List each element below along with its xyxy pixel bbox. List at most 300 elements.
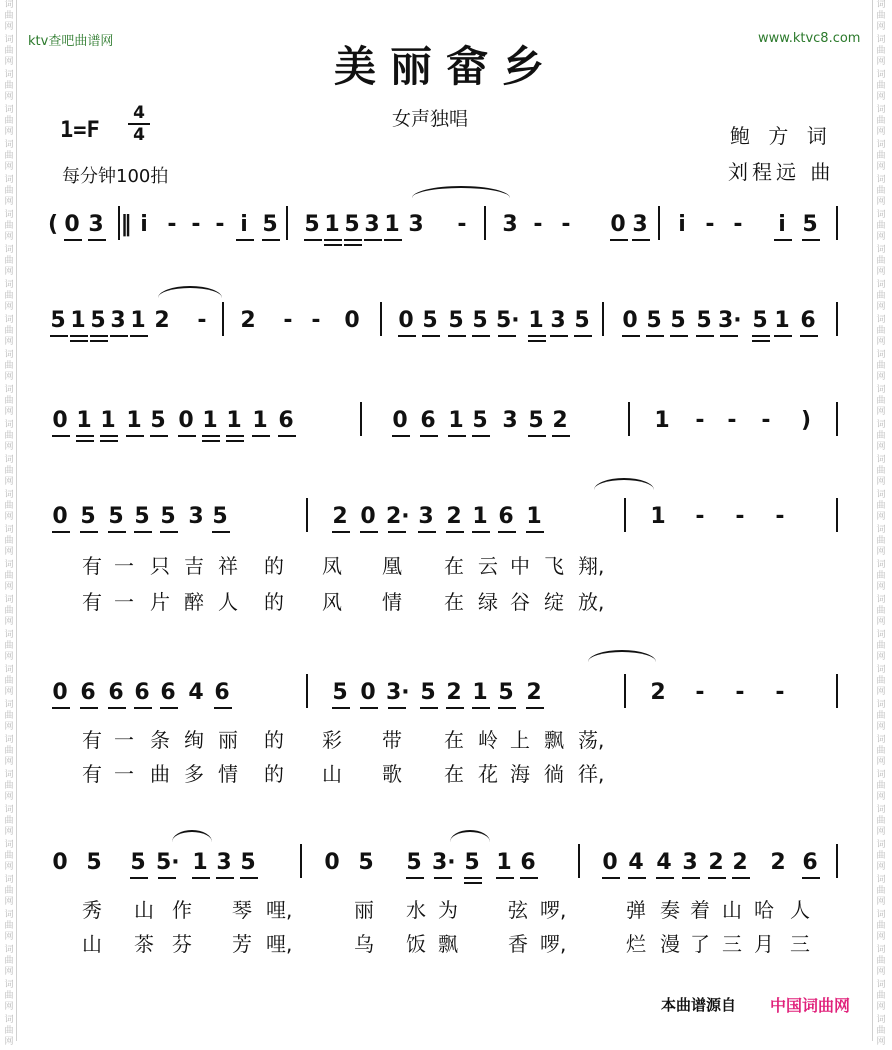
left-edge-line: [16, 0, 17, 1041]
note: 1: [192, 850, 208, 875]
underline-beam: [52, 435, 70, 437]
note: 3: [682, 850, 698, 875]
note: 3: [364, 212, 380, 237]
underline-beam: [446, 707, 464, 709]
lyric-syllable: 彩: [322, 728, 342, 752]
lyric-syllable: 人: [218, 590, 238, 614]
note: 4: [188, 680, 204, 705]
watermark-char: 词: [4, 350, 14, 360]
watermark-char: 网: [876, 92, 886, 102]
lyric-syllable: 作: [172, 898, 192, 922]
note: 0: [622, 308, 638, 333]
lyric-syllable: 片: [150, 590, 170, 614]
lyric-syllable: 凰: [382, 554, 402, 578]
lyric-syllable: 三: [722, 932, 742, 956]
watermark-char: 曲: [4, 151, 14, 161]
watermark-char: 曲: [4, 326, 14, 336]
note: ‖: [120, 212, 132, 237]
lyric-syllable: 有: [82, 728, 102, 752]
watermark-char: 曲: [876, 851, 886, 861]
lyric-syllable: 饭: [406, 932, 426, 956]
note: ): [800, 408, 812, 433]
lyric-syllable: 了: [690, 932, 710, 956]
note: 1: [528, 308, 544, 333]
watermark-char: 网: [4, 582, 14, 592]
note: 3: [188, 504, 204, 529]
underline-beam: [632, 239, 650, 241]
watermark-char: 词: [876, 840, 886, 850]
underline-beam: [552, 435, 570, 437]
underline-beam: [332, 707, 350, 709]
note: 1: [130, 308, 146, 333]
underline-beam: [498, 335, 516, 337]
watermark-char: 网: [876, 897, 886, 907]
watermark-char: 曲: [4, 851, 14, 861]
watermark-char: 曲: [876, 676, 886, 686]
barline: [836, 844, 838, 878]
note: 0: [52, 680, 68, 705]
watermark-char: 词: [4, 875, 14, 885]
note: 0: [64, 212, 80, 237]
underline-beam: [216, 877, 234, 879]
note: 5: [86, 850, 102, 875]
watermark-char: 曲: [876, 886, 886, 896]
underline-beam: [324, 244, 342, 246]
lyric-syllable: 弦: [508, 898, 528, 922]
watermark-char: 网: [876, 57, 886, 67]
note: 5: [472, 308, 488, 333]
watermark-char: 曲: [4, 186, 14, 196]
watermark-char: 网: [876, 162, 886, 172]
underline-beam: [134, 531, 152, 533]
note: 6: [278, 408, 294, 433]
underline-beam: [574, 335, 592, 337]
note: -: [561, 212, 571, 237]
underline-beam: [448, 335, 466, 337]
watermark-char: 网: [876, 407, 886, 417]
watermark-char: 词: [4, 105, 14, 115]
note: 1: [448, 408, 464, 433]
lyric-syllable: 的: [264, 728, 284, 752]
lyric-syllable: 啰,: [540, 932, 567, 956]
watermark-char: 网: [4, 792, 14, 802]
underline-beam: [732, 877, 750, 879]
underline-beam: [420, 707, 438, 709]
underline-beam: [90, 340, 108, 342]
underline-beam: [252, 435, 270, 437]
watermark-char: 网: [4, 22, 14, 32]
lyric-syllable: 啰,: [540, 898, 567, 922]
watermark-char: 曲: [4, 46, 14, 56]
note: (: [47, 212, 59, 237]
note: 5: [528, 408, 544, 433]
watermark-char: 词: [4, 945, 14, 955]
watermark-char: 词: [876, 175, 886, 185]
watermark-char: 曲: [4, 11, 14, 21]
note: 0: [344, 308, 360, 333]
note: -: [167, 212, 177, 237]
underline-beam: [720, 335, 738, 337]
lyric-syllable: 山: [82, 932, 102, 956]
lyric-syllable: 一: [114, 590, 134, 614]
watermark-char: 网: [876, 442, 886, 452]
underline-beam: [774, 335, 792, 337]
lyric-syllable: 谷: [510, 590, 530, 614]
watermark-char: 词: [876, 595, 886, 605]
lyric-syllable: 海: [510, 762, 530, 786]
lyric-syllable: 只: [150, 554, 170, 578]
lyric-syllable: 多: [184, 762, 204, 786]
watermark-char: 曲: [876, 431, 886, 441]
barline: [836, 498, 838, 532]
note: -: [735, 680, 745, 705]
lyric-syllable: 飘: [438, 932, 458, 956]
note: 1: [100, 408, 116, 433]
note: 0: [52, 408, 68, 433]
watermark-char: 网: [4, 337, 14, 347]
underline-beam: [108, 707, 126, 709]
note: 2: [240, 308, 256, 333]
underline-beam: [526, 531, 544, 533]
note: 6: [160, 680, 176, 705]
barline: [306, 498, 308, 532]
underline-beam: [50, 335, 68, 337]
watermark-char: 网: [876, 652, 886, 662]
lyric-syllable: 凤: [322, 554, 342, 578]
underline-beam: [76, 435, 94, 437]
note: 2·: [386, 504, 410, 529]
underline-beam: [628, 877, 646, 879]
note: 2: [154, 308, 170, 333]
watermark-char: 词: [876, 525, 886, 535]
watermark-char: 网: [4, 92, 14, 102]
underline-beam: [364, 239, 382, 241]
note: 1: [526, 504, 542, 529]
watermark-char: 网: [4, 652, 14, 662]
note: 5: [646, 308, 662, 333]
watermark-char: 网: [4, 372, 14, 382]
underline-beam: [110, 335, 128, 337]
note: 6: [134, 680, 150, 705]
watermark-char: 词: [4, 840, 14, 850]
watermark-char: 网: [876, 722, 886, 732]
barline: [658, 206, 660, 240]
lyric-syllable: 中: [510, 554, 530, 578]
watermark-char: 网: [876, 372, 886, 382]
note: 2: [332, 504, 348, 529]
tie-arc: [594, 478, 654, 490]
watermark-char: 曲: [4, 746, 14, 756]
lyric-syllable: 为: [438, 898, 458, 922]
note: 1: [202, 408, 218, 433]
lyric-syllable: 情: [218, 762, 238, 786]
barline: [484, 206, 486, 240]
underline-beam: [134, 707, 152, 709]
watermark-char: 网: [876, 512, 886, 522]
watermark-char: 网: [4, 757, 14, 767]
note: -: [215, 212, 225, 237]
note: -: [283, 308, 293, 333]
watermark-char: 网: [4, 512, 14, 522]
watermark-char: 词: [876, 490, 886, 500]
note: 5: [90, 308, 106, 333]
watermark-char: 词: [4, 770, 14, 780]
barline: [836, 674, 838, 708]
underline-beam: [52, 531, 70, 533]
watermark-char: 网: [4, 162, 14, 172]
watermark-char: 曲: [876, 641, 886, 651]
right-watermark-column: [874, 0, 888, 1047]
note: 5: [212, 504, 228, 529]
note: 5: [752, 308, 768, 333]
watermark-char: 曲: [4, 1026, 14, 1036]
underline-beam: [752, 340, 770, 342]
watermark-char: 曲: [876, 221, 886, 231]
watermark-char: 词: [4, 385, 14, 395]
underline-beam: [418, 531, 436, 533]
underline-beam: [240, 877, 258, 879]
time-signature-bottom: 4: [133, 125, 145, 145]
underline-beam: [150, 435, 168, 437]
watermark-char: 曲: [4, 431, 14, 441]
underline-beam: [446, 531, 464, 533]
watermark-char: 曲: [876, 326, 886, 336]
tie-arc: [158, 286, 222, 298]
watermark-char: 网: [4, 1002, 14, 1012]
note: -: [733, 212, 743, 237]
watermark-char: 曲: [876, 361, 886, 371]
watermark-char: 词: [876, 875, 886, 885]
note: -: [695, 408, 705, 433]
note: 6: [108, 680, 124, 705]
note: 1: [654, 408, 670, 433]
underline-beam: [278, 435, 296, 437]
underline-beam: [464, 877, 482, 879]
watermark-char: 曲: [876, 501, 886, 511]
lyric-syllable: 荡,: [578, 728, 605, 752]
underline-beam: [496, 877, 514, 879]
lyric-syllable: 徜: [544, 762, 564, 786]
watermark-char: 曲: [876, 46, 886, 56]
note: 3: [88, 212, 104, 237]
watermark-char: 网: [4, 232, 14, 242]
watermark-char: 网: [4, 967, 14, 977]
watermark-char: 网: [876, 547, 886, 557]
watermark-char: 曲: [4, 256, 14, 266]
note: 5: [406, 850, 422, 875]
lyric-syllable: 的: [264, 590, 284, 614]
note: -: [695, 680, 705, 705]
lyric-syllable: 歌: [382, 762, 402, 786]
watermark-char: 曲: [876, 991, 886, 1001]
source-site-link[interactable]: 中国词曲网: [770, 996, 851, 1015]
watermark-char: 曲: [4, 711, 14, 721]
note: 5: [262, 212, 278, 237]
lyric-syllable: 三: [790, 932, 810, 956]
underline-beam: [528, 340, 546, 342]
site-link-left[interactable]: ktv查吧曲谱网: [28, 34, 114, 49]
note: 3: [418, 504, 434, 529]
watermark-char: 曲: [876, 256, 886, 266]
note: 1: [76, 408, 92, 433]
watermark-char: 词: [4, 490, 14, 500]
note: 6: [520, 850, 536, 875]
barline: [300, 844, 302, 878]
note: 0: [602, 850, 618, 875]
lyric-syllable: 的: [264, 554, 284, 578]
watermark-char: 曲: [4, 886, 14, 896]
underline-beam: [344, 239, 362, 241]
watermark-char: 网: [4, 547, 14, 557]
lyric-syllable: 奏: [660, 898, 680, 922]
note: 1: [496, 850, 512, 875]
lyric-syllable: 漫: [660, 932, 680, 956]
note: 3: [632, 212, 648, 237]
note: 3: [502, 212, 518, 237]
barline: [836, 402, 838, 436]
watermark-char: 网: [4, 1037, 14, 1047]
barline: [578, 844, 580, 878]
note: i: [678, 212, 686, 237]
watermark-char: 曲: [876, 186, 886, 196]
lyric-syllable: 琴: [232, 898, 252, 922]
barline: [624, 498, 626, 532]
underline-beam: [610, 239, 628, 241]
source-label: 本曲谱源自: [661, 996, 737, 1014]
watermark-char: 网: [4, 897, 14, 907]
underline-beam: [160, 531, 178, 533]
note: 5: [344, 212, 360, 237]
watermark-char: 词: [876, 70, 886, 80]
watermark-char: 曲: [4, 676, 14, 686]
lyric-syllable: 在: [444, 590, 464, 614]
note: 1: [472, 504, 488, 529]
watermark-char: 网: [4, 687, 14, 697]
watermark-char: 词: [876, 805, 886, 815]
underline-beam: [526, 707, 544, 709]
watermark-char: 词: [876, 315, 886, 325]
note: 5: [358, 850, 374, 875]
note: i: [778, 212, 786, 237]
watermark-char: 词: [4, 980, 14, 990]
lyric-syllable: 在: [444, 728, 464, 752]
watermark-char: 词: [876, 245, 886, 255]
lyric-syllable: 飞: [544, 554, 564, 578]
watermark-char: 词: [876, 910, 886, 920]
lyric-syllable: 山: [722, 898, 742, 922]
tie-arc: [588, 650, 656, 662]
underline-beam: [88, 239, 106, 241]
underline-beam: [80, 531, 98, 533]
lyric-syllable: 一: [114, 762, 134, 786]
barline: [360, 402, 362, 436]
watermark-char: 曲: [876, 466, 886, 476]
watermark-char: 网: [876, 687, 886, 697]
watermark-char: 曲: [4, 221, 14, 231]
watermark-char: 词: [4, 595, 14, 605]
site-link-right[interactable]: www.ktvc8.com: [758, 31, 861, 46]
underline-beam: [178, 435, 196, 437]
lyric-syllable: 哈: [754, 898, 774, 922]
underline-beam: [602, 877, 620, 879]
underline-beam: [388, 707, 406, 709]
watermark-char: 曲: [876, 1026, 886, 1036]
watermark-char: 曲: [876, 116, 886, 126]
watermark-char: 词: [4, 665, 14, 675]
watermark-char: 网: [876, 1002, 886, 1012]
lyric-syllable: 哩,: [266, 898, 293, 922]
watermark-char: 曲: [4, 571, 14, 581]
watermark-char: 词: [876, 350, 886, 360]
lyric-syllable: 水: [406, 898, 426, 922]
barline: [836, 302, 838, 336]
lyric-syllable: 的: [264, 762, 284, 786]
watermark-char: 曲: [4, 361, 14, 371]
watermark-char: 曲: [4, 536, 14, 546]
note: 0: [392, 408, 408, 433]
watermark-char: 网: [4, 932, 14, 942]
watermark-char: 词: [4, 1015, 14, 1025]
watermark-char: 词: [876, 385, 886, 395]
watermark-char: 词: [4, 245, 14, 255]
song-title: 美丽畲乡: [333, 42, 558, 91]
lyric-syllable: 上: [510, 728, 530, 752]
watermark-char: 曲: [876, 781, 886, 791]
lyric-syllable: 绽: [544, 590, 564, 614]
note: 5: [498, 680, 514, 705]
note: 5: [50, 308, 66, 333]
watermark-char: 网: [876, 267, 886, 277]
note: 4: [628, 850, 644, 875]
note: 1: [226, 408, 242, 433]
underline-beam: [622, 335, 640, 337]
watermark-char: 曲: [876, 536, 886, 546]
note: 3·: [432, 850, 456, 875]
lyric-syllable: 秀: [82, 898, 102, 922]
note: 1: [472, 680, 488, 705]
watermark-char: 网: [4, 617, 14, 627]
note: i: [240, 212, 248, 237]
watermark-char: 网: [876, 302, 886, 312]
note: 2: [732, 850, 748, 875]
watermark-char: 词: [4, 210, 14, 220]
underline-beam: [202, 440, 220, 442]
lyric-syllable: 醉: [184, 590, 204, 614]
lyric-syllable: 芳: [232, 932, 252, 956]
lyric-syllable: 绿: [478, 590, 498, 614]
note: 6: [80, 680, 96, 705]
watermark-char: 网: [876, 197, 886, 207]
note: 5: [108, 504, 124, 529]
watermark-char: 网: [876, 932, 886, 942]
watermark-char: 词: [876, 1015, 886, 1025]
note: 0: [360, 680, 376, 705]
watermark-char: 词: [4, 700, 14, 710]
note: -: [761, 408, 771, 433]
note: 6: [802, 850, 818, 875]
watermark-char: 词: [876, 210, 886, 220]
tie-arc: [412, 186, 510, 198]
watermark-char: 曲: [4, 641, 14, 651]
watermark-char: 曲: [876, 81, 886, 91]
underline-beam: [360, 531, 378, 533]
watermark-char: 词: [4, 0, 14, 10]
underline-beam: [202, 435, 220, 437]
underline-beam: [802, 877, 820, 879]
watermark-char: 词: [4, 560, 14, 570]
note: 5: [160, 504, 176, 529]
watermark-char: 词: [4, 70, 14, 80]
